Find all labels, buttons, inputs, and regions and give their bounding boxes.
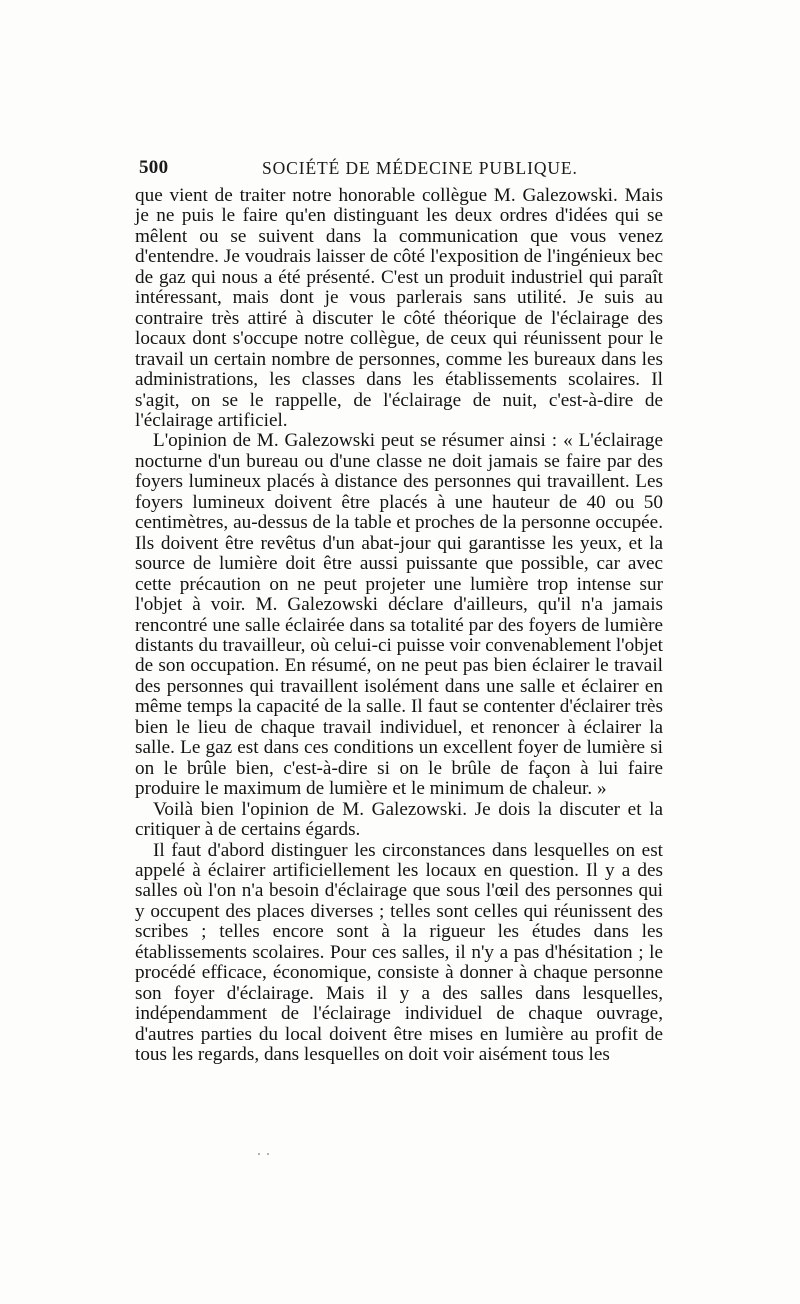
paragraph-discussion: Voilà bien l'opinion de M. Galezowski. Je dois la discuter et la critiquer à de certains égards. [135, 798, 663, 841]
print-speck [258, 1153, 260, 1155]
running-title: SOCIÉTÉ DE MÉDECINE PUBLIQUE. [262, 158, 578, 178]
paragraph-continuation: que vient de traiter notre honorable collègue M. Galezowski. Mais je ne puis le faire qu'en distinguant les deux ordres d'idées qui se mêlent ou se suivent dans la communication que vous venez d'entendre. Je voudrais laisser de côté l'exposition de l'ingénieux bec de gaz qui nous a été présenté. C'est un produit industriel qui paraît intéressant, mais dont je vous parlerais sans utilité. Je suis au contraire très attiré à discuter le côté théorique de l'éclairage des locaux dont s'occupe notre collègue, de ceux qui réunissent pour le travail un certain nombre de personnes, comme les bureaux dans les administrations, les classes dans les établissements scolaires. Il s'agit, on se le rappelle, de l'éclairage de nuit, c'est-à-dire de l'éclairage artificiel. [135, 185, 663, 431]
page-header [139, 157, 659, 181]
print-speck [267, 1153, 269, 1155]
paragraph-lighting-circumstances: Il faut d'abord distinguer les circonstances dans lesquelles on est appelé à éclairer artificiellement les locaux en question. Il y a des salles où l'on n'a besoin d'éclairage que sous l'œil des personnes qui y occupent des places diverses ; telles sont celles qui réunissent des scribes ; telles encore sont à la rigueur les études dans les établissements scolaires. Pour ces salles, il n'y a pas d'hésitation ; le procédé efficace, économique, consiste à donner à chaque personne son foyer d'éclairage. Mais il y a des salles dans lesquelles, indépendamment de l'éclairage individuel de chaque ouvrage, d'autres parties du local doivent être mises en lumière au profit de tous les regards, dans lesquelles on doit voir aisément tous les [135, 839, 663, 1066]
paragraph-galezowski-opinion: L'opinion de M. Galezowski peut se résumer ainsi : « L'éclairage nocturne d'un bureau ou d'une classe ne doit jamais se faire par des foyers lumineux placés à distance des personnes qui travaillent. Les foyers lumineux doivent être placés à une hauteur de 40 ou 50 centimètres, au-dessus de la table et proches de la personne occupée. Ils doivent être revêtus d'un abat-jour qui garantisse les yeux, et la source de lumière doit être aussi puissante que possible, car avec cette précaution on ne peut projeter une lumière trop intense sur l'objet à voir. M. Galezowski déclare d'ailleurs, qu'il n'a jamais rencontré une salle éclairée dans sa totalité par des foyers de lumière distants du travailleur, où celui-ci puisse voir convenablement l'objet de son occupation. En résumé, on ne peut pas bien éclairer le travail des personnes qui travaillent isolément dans une salle et éclairer en même temps la capacité de la salle. Il faut se contenter d'éclairer très bien le lieu de chaque travail individuel, et renoncer à éclairer la salle. Le gaz est dans ces conditions un excellent foyer de lumière si on le brûle bien, c'est-à-dire si on le brûle de façon à lui faire produire le maximum de lumière et le minimum de chaleur. » [135, 430, 663, 800]
page-number: 500 [139, 157, 169, 178]
body-text [135, 186, 663, 1065]
